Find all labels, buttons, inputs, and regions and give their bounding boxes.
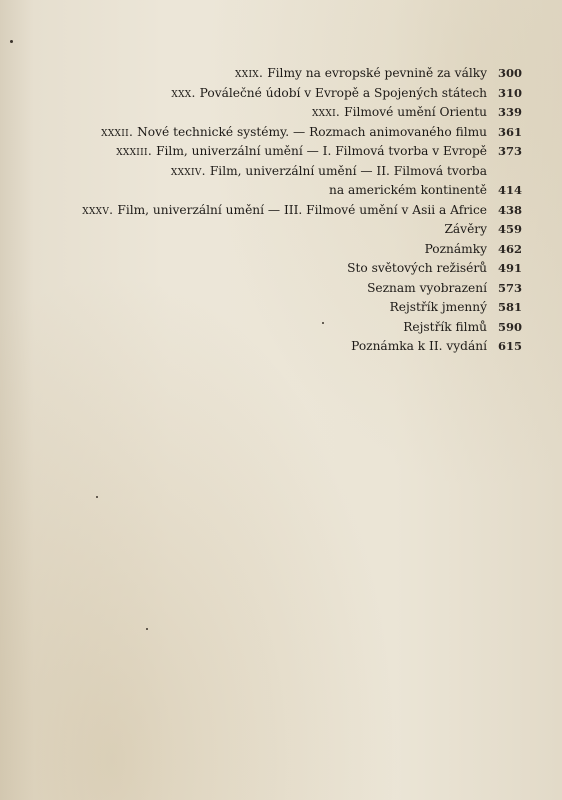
toc-entry-number: xxx. (171, 85, 196, 100)
toc-entry-title: xxxiv. Film, univerzální umění — II. Filmová tvorba (170, 163, 487, 178)
toc-entry-number: xxxiii. (116, 144, 153, 158)
toc-entry (0, 64, 562, 84)
toc-entry (0, 103, 562, 123)
toc-entry (0, 240, 562, 260)
toc-entry-page: 581 (498, 300, 523, 314)
toc-entry-page: 438 (498, 202, 523, 217)
toc-entry-page: 459 (498, 222, 523, 236)
toc-entry-page: 414 (498, 183, 523, 197)
toc-entry-page: 573 (498, 280, 523, 295)
toc-entry-number: xxix. (235, 66, 264, 80)
toc-entry-title: xxxi. Filmové umění Orientu (311, 105, 487, 119)
toc-entry-page: 373 (498, 144, 523, 158)
toc-entry-page: 491 (498, 261, 523, 275)
toc-entry (0, 298, 562, 318)
toc-entry (0, 181, 562, 201)
toc-entry-title: na americkém kontinentě (329, 183, 487, 197)
toc-entry (0, 123, 562, 143)
toc-entry (0, 142, 562, 162)
toc-entry-title: xxix. Filmy na evropské pevnině za války (235, 66, 487, 80)
toc-entry-title: Sto světových režisérů (347, 261, 487, 275)
toc-entry (0, 259, 562, 279)
toc-entry (0, 318, 562, 338)
toc-entry (0, 162, 562, 182)
toc-entry-number: xxxv. (82, 202, 114, 217)
paper-speck (146, 628, 148, 630)
toc-entry-page: 462 (498, 241, 523, 256)
toc-entry-title: Poznámky (424, 241, 487, 256)
toc-entry-page: 615 (498, 339, 523, 353)
toc-entry-page: 310 (498, 85, 523, 100)
toc-entry-number: xxxi. (311, 105, 341, 119)
toc-entry-page: 300 (498, 66, 523, 80)
toc-entry-title: Rejstřík filmů (403, 319, 487, 334)
toc-entry-title: xxxiii. Film, univerzální umění — I. Filmová tvorba v Evropě (116, 144, 487, 158)
toc-entry-page: 590 (498, 319, 523, 334)
toc-entry-number: xxxii. (101, 124, 134, 139)
toc-entry-page: 361 (498, 124, 523, 139)
toc-entry-title: Rejstřík jmenný (389, 300, 487, 314)
toc-entry-number: xxxiv. (170, 163, 206, 178)
paper-speck (322, 322, 324, 324)
toc-entry-title: xxx. Poválečné údobí v Evropě a Spojených státech (171, 85, 487, 100)
toc-entry-title: xxxii. Nové technické systémy. — Rozmach animovaného filmu (101, 124, 487, 139)
toc-entry (0, 220, 562, 240)
toc-entry (0, 337, 562, 357)
toc-entry-title: Poznámka k II. vydání (351, 339, 487, 353)
toc-entry-title: Závěry (444, 222, 487, 236)
toc-entry-page: 339 (498, 105, 523, 119)
paper-speck (96, 496, 98, 498)
toc-entry (0, 201, 562, 221)
toc-entry (0, 84, 562, 104)
toc-entry-title: xxxv. Film, univerzální umění — III. Filmové umění v Asii a Africe (82, 202, 487, 217)
paper-speck (10, 40, 13, 43)
toc-entry (0, 279, 562, 299)
table-of-contents (0, 64, 562, 357)
toc-entry-title: Seznam vyobrazení (367, 280, 487, 295)
